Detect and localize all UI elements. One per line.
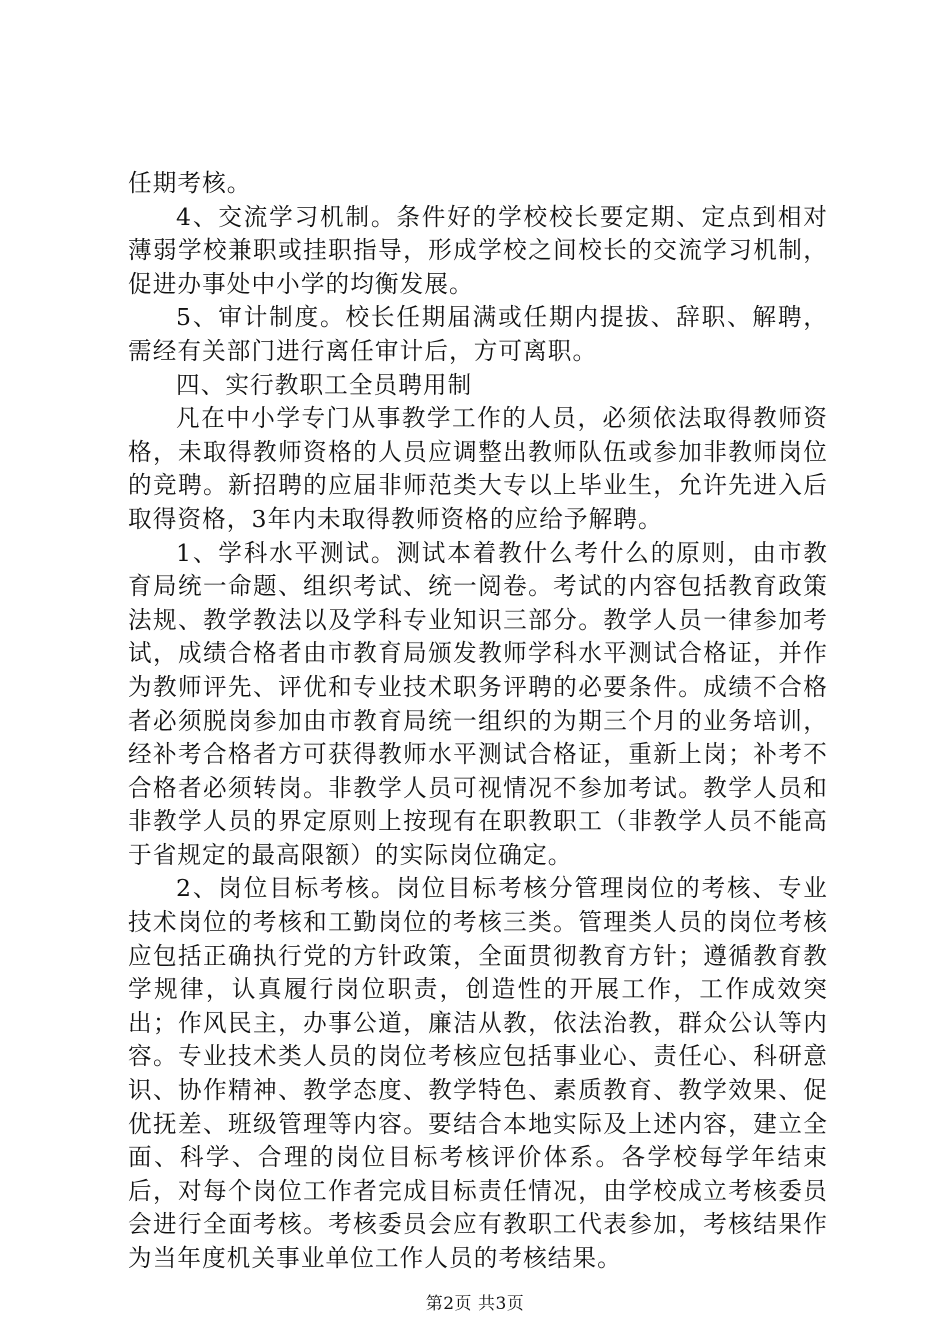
paragraph-term-assessment-end: 任期考核。 <box>128 169 252 197</box>
page-number-footer: 第2页 共3页 <box>425 1294 525 1314</box>
paragraph-post-target-assessment: 2、岗位目标考核。岗位目标考核分管理岗位的考核、专业技术岗位的考核和工勤岗位的考核三类。管理类人员的岗位考核应包括正确执行党的方针政策，全面贯彻教育方针；遵循教育教学规律，认真履行岗位职责，创造性的开展工作，工作成效突出；作风民主，办事公道，廉洁从教，依法治教，群众公认等内容。专业技术类人员的岗位考核应包括事业心、责任心、科研意识、协作精神、教学态度、教学特色、素质教育、教学效果、促优抚差、班级管理等内容。要结合本地实际及上述内容，建立全面、科学、合理的岗位目标考核评价体系。各学校每学年结束后，对每个岗位工作者完成目标责任情况，由学校成立考核委员会进行全面考核。考核委员会应有教职工代表参加，考核结果作为当年度机关事业单位工作人员的考核结果。 <box>128 874 828 1272</box>
paragraph-teacher-qualification: 凡在中小学专门从事教学工作的人员，必须依法取得教师资格，未取得教师资格的人员应调整出教师队伍或参加非教师岗位的竞聘。新招聘的应届非师范类大专以上毕业生，允许先进入后取得资格，3年内未取得教师资格的应给予解聘。 <box>128 404 828 533</box>
document-body <box>128 167 828 1276</box>
paragraph-audit-system: 5、审计制度。校长任期届满或任期内提拔、辞职、解聘，需经有关部门进行离任审计后，方可离职。 <box>128 303 828 365</box>
paragraph-subject-level-test: 1、学科水平测试。测试本着教什么考什么的原则，由市教育局统一命题、组织考试、统一阅卷。考试的内容包括教育政策法规、教学教法以及学科专业知识三部分。教学人员一律参加考试，成绩合格者由市教育局颁发教师学科水平测试合格证，并作为教师评先、评优和专业技术职务评聘的必要条件。成绩不合格者必须脱岗参加由市教育局统一组织的为期三个月的业务培训，经补考合格者方可获得教师水平测试合格证，重新上岗；补考不合格者必须转岗。非教学人员可视情况不参加考试。教学人员和非教学人员的界定原则上按现有在职教职工（非教学人员不能高于省规定的最高限额）的实际岗位确定。 <box>128 538 828 869</box>
section-heading-employment-system: 四、实行教职工全员聘用制 <box>176 370 473 399</box>
paragraph-exchange-mechanism: 4、交流学习机制。条件好的学校校长要定期、定点到相对薄弱学校兼职或挂职指导，形成学校之间校长的交流学习机制，促进办事处中小学的均衡发展。 <box>128 202 828 298</box>
